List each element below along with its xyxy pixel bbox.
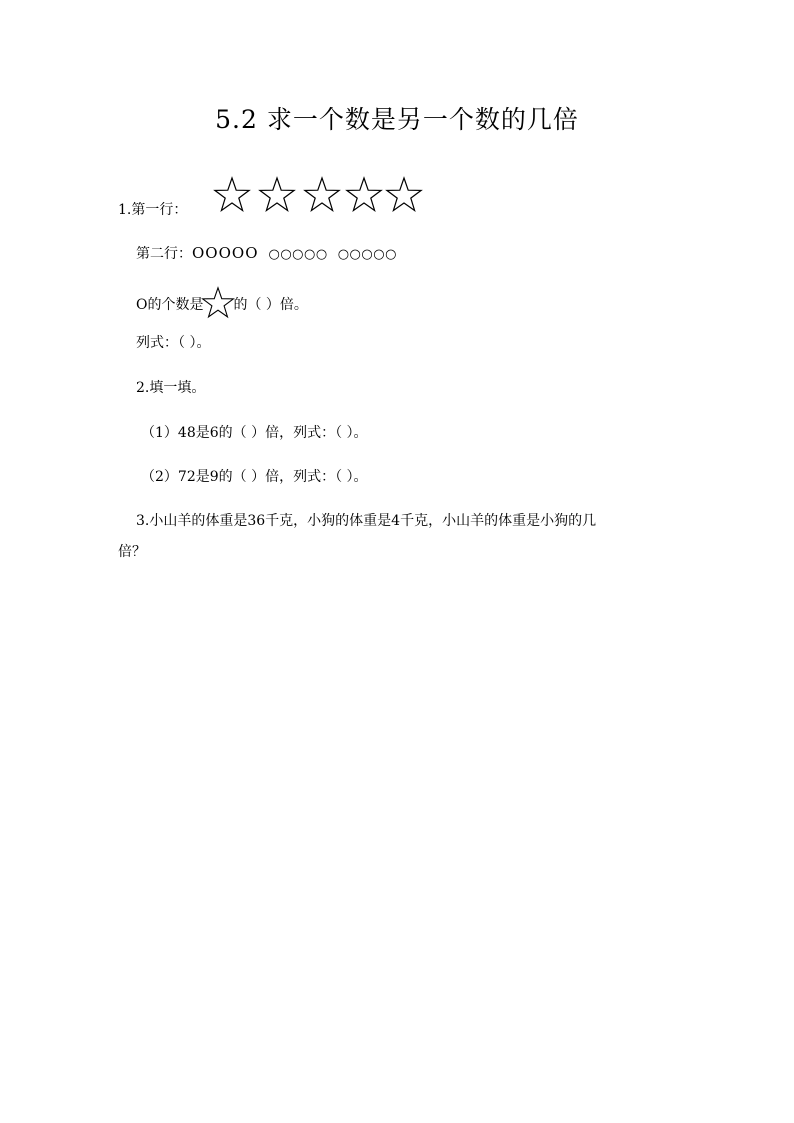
q2-label: 2.填一填。 — [136, 380, 206, 396]
question-prefix: O的个数是 — [136, 297, 204, 313]
star-icon — [387, 178, 421, 211]
question-suffix: 的（ ）倍。 — [233, 297, 308, 313]
star-icon — [305, 178, 339, 211]
q2-item-1: （1）48是6的（ ）倍，列式：（ ）。 — [141, 425, 368, 441]
q1-formula: 列式：（ ）。 — [136, 335, 211, 351]
row1-stars — [213, 176, 423, 216]
star-icon — [260, 178, 294, 211]
q1-label: 1.第一行： — [118, 202, 188, 218]
circle-group-3: ○○○○○ — [337, 247, 397, 262]
star-icon — [347, 178, 381, 211]
circle-group-1: OOOOO — [192, 244, 259, 262]
star-icon — [215, 178, 249, 211]
q3-line-2: 倍？ — [118, 544, 146, 560]
page-title: 5.2 求一个数是另一个数的几倍 — [215, 105, 579, 134]
star-icon — [201, 286, 235, 320]
q1-row2 — [136, 243, 397, 265]
q2-item-2: （2）72是9的（ ）倍，列式：（ ）。 — [141, 469, 368, 485]
circle-group-2: ○○○○○ — [268, 247, 328, 262]
q3-line-1: 3.小山羊的体重是36千克，小狗的体重是4千克，小山羊的体重是小狗的几 — [136, 513, 597, 529]
q1-question — [136, 288, 308, 322]
stars-group — [213, 176, 423, 216]
row2-label: 第二行： — [136, 246, 192, 262]
